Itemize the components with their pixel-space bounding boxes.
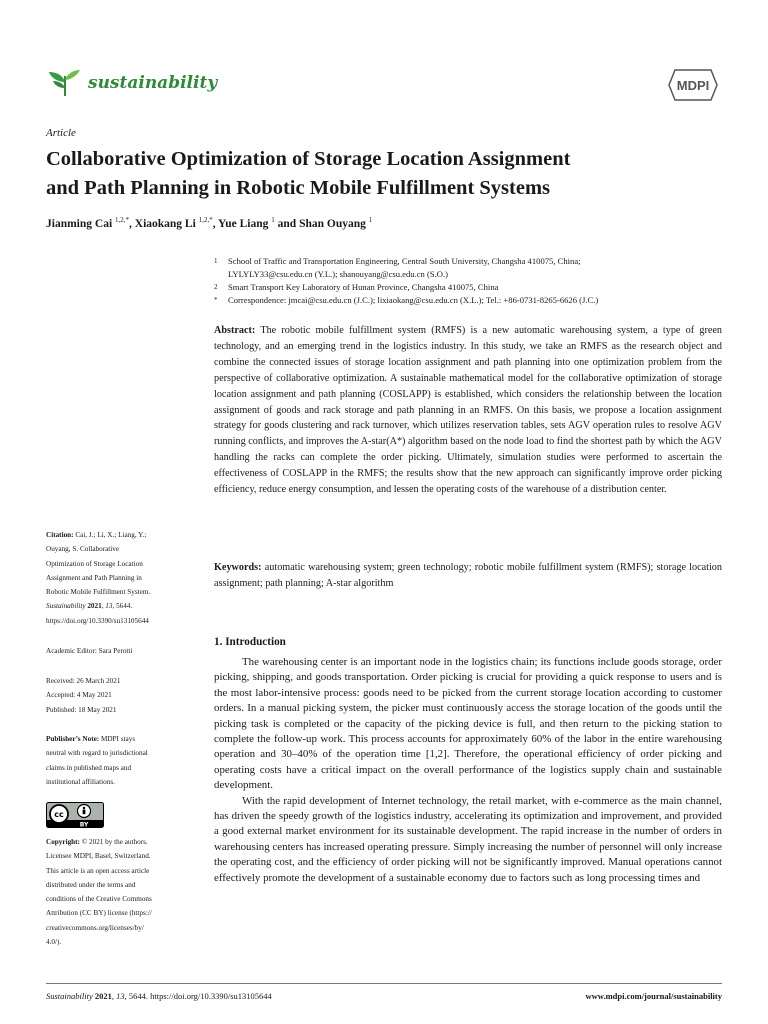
copyright-text: conditions of the Creative Commons <box>46 895 152 904</box>
correspondence <box>214 294 724 307</box>
affiliation-2 <box>214 281 724 294</box>
by-text: BY <box>79 821 89 828</box>
copyright-license-link[interactable]: creativecommons.org/licenses/by/ <box>46 923 144 932</box>
footer-journal-url[interactable]: www.mdpi.com/journal/sustainability <box>585 991 722 1001</box>
footer-citation: Sustainability 2021, 13, 5644. https://doi.org/10.3390/su13105644 <box>46 991 272 1001</box>
leaf-icon <box>46 68 84 98</box>
citation-pages: , 5644. <box>112 602 133 611</box>
abstract <box>214 323 722 498</box>
author-separator: and <box>274 217 300 230</box>
copyright-label: Copyright: <box>46 838 80 846</box>
citation-year: 2021 <box>87 602 102 611</box>
journal-name: sustainability <box>88 73 218 93</box>
citation-text: Optimization of Storage Location <box>46 559 143 568</box>
publisher-note-text: institutional affiliations. <box>46 777 115 786</box>
abstract-label: Abstract: <box>214 325 256 336</box>
journal-logo[interactable] <box>46 66 246 100</box>
footer-journal: Sustainability <box>46 991 93 1001</box>
citation-text: Robotic Mobile Fulfillment System. <box>46 588 151 597</box>
copyright-text: Attribution (CC BY) license (https:// <box>46 909 152 918</box>
accepted-date: Accepted: 4 May 2021 <box>46 691 112 700</box>
citation-doi-link[interactable]: https://doi.org/10.3390/su13105644 <box>46 616 149 625</box>
page-title <box>46 145 736 203</box>
affiliation-text: School of Traffic and Transportation Engineering, Central South University, Changsha 410075, China; <box>228 256 581 266</box>
affiliation-1 <box>214 255 724 281</box>
correspondence-text[interactable]: Correspondence: jmcai@csu.edu.cn (J.C.); lixiaokang@csu.edu.cn (X.L.); Tel.: +86-0731-8265-6626 (J.C.) <box>228 295 599 305</box>
received-date: Received: 26 March 2021 <box>46 677 121 685</box>
keywords <box>214 560 722 592</box>
copyright-block <box>46 835 196 949</box>
author-separator: , <box>129 217 135 230</box>
author-affil-sup: 1 <box>368 216 373 224</box>
publisher-name: MDPI <box>676 78 710 93</box>
copyright-text: distributed under the terms and <box>46 880 136 889</box>
author-affil-sup: 1,2,* <box>198 216 213 224</box>
author-name[interactable]: Xiaokang Li <box>134 217 196 230</box>
footer-year: 2021 <box>94 991 112 1001</box>
author-name[interactable]: Yue Liang <box>218 217 269 230</box>
author-name[interactable]: Shan Ouyang <box>299 217 366 230</box>
copyright-text: This article is an open access article <box>46 866 150 875</box>
author-separator: , <box>212 217 219 230</box>
copyright-text: Licensee MDPI, Basel, Switzerland. <box>46 852 151 861</box>
dates-block <box>46 674 196 717</box>
article-type: Article <box>46 127 76 139</box>
citation-journal: Sustainability <box>46 602 86 611</box>
copyright-text: © 2021 by the authors. <box>81 838 148 846</box>
citation-label: Citation: <box>46 531 74 539</box>
citation-text: Ouyang, S. Collaborative <box>46 545 120 554</box>
keywords-text: automatic warehousing system; green technology; robotic mobile fulfillment system (RMFS); storage location assignment; path planning; A-star algorithm <box>214 562 722 589</box>
intro-body <box>214 655 722 886</box>
author-list <box>46 216 372 230</box>
affiliation-mark: 1 <box>214 257 218 265</box>
mdpi-logo-icon[interactable] <box>667 68 719 102</box>
footer-divider <box>46 983 722 984</box>
author-name[interactable]: Jianming Cai <box>46 217 113 230</box>
publisher-note-label: Publisher’s Note: <box>46 735 100 743</box>
paragraph: The warehousing center is an important node in the logistics chain; its functions include goods storage, order picking, shipping, and goods transportation. Order picking is crucial for providing a quick response to users and is the most labor-intensive process: goods need to be picked from the current storage location according to customer orders. In a manual picking system, the picker must continuously access the storage location of the goods until the picking task is completed or the capacity of the picking device is full, and then return to the picking station to complete the follow-up work. This process accounts for approximately 60% of the labor in the entire warehousing operation and 30–40% of the operation time [1,2]. Therefore, the operational efficiency of order picking and operating costs have a critical impact on the overall performance of the logistics supply chain and sustainable development. <box>214 656 722 792</box>
cc-text: cc <box>54 810 64 819</box>
footer-volume: 13 <box>116 991 125 1001</box>
section-heading: 1. Introduction <box>214 636 286 648</box>
footer-doi-link[interactable]: , 5644. https://doi.org/10.3390/su13105644 <box>124 991 272 1001</box>
keywords-label: Keywords: <box>214 562 262 573</box>
copyright-text: 4.0/). <box>46 938 62 947</box>
citation-text: Assignment and Path Planning in <box>46 573 142 582</box>
author-affil-sup: 1,2,* <box>115 216 130 224</box>
title-line-1: Collaborative Optimization of Storage Location Assignment <box>46 148 571 170</box>
abstract-text: The robotic mobile fulfillment system (RMFS) is a new automatic warehousing system, a type of green technology, and an emerging trend in the logistics industry. In this study, we take an RMFS as the research object and combine the connected issues of storage location assignment and path planning into one optimization problem from the perspective of collaborative optimization. A sustainable mathematical model for the collaborative optimization of storage location assignment and path planning (COSLAPP) is established, which considers the relationship between the location assignment of goods and rack storage and path planning in an RMFS. On this basis, we propose a location assignment strategy for goods clustering and rack turnover, which utilizes reservation tables, sets AGV operation rules to resolve AGV running conflicts, and improves the A-star(A*) algorithm based on the node load to find the shortest path by which the AGV handling the racks can complete the order picking. Ultimately, simulation studies were performed to ascertain the effectiveness of COSLAPP in the RMFS; the results show that the new approach can significantly improve order picking efficiency, reduce energy consumption, and lessen the operating costs of the warehouse of a distribution center. <box>214 325 722 496</box>
cc-by-license-icon[interactable] <box>46 802 104 828</box>
affiliation-mark: * <box>214 296 218 304</box>
affiliation-email[interactable]: LYLYLY33@csu.edu.cn (Y.L.); shanouyang@csu.edu.cn (S.O.) <box>228 269 449 279</box>
publisher-note-text: neutral with regard to jurisdictional <box>46 749 148 758</box>
publisher-note-text: MDPI stays <box>100 735 136 743</box>
affiliation-mark: 2 <box>214 283 218 291</box>
citation-block: Citation: Cai, J.; Li, X.; Liang, Y.; Ouyang, S. Collaborative Optimization of Storage Location Assignment and Path Planning in Robotic Mobile Fulfillment System. Sustainability 2021, 13, 5644. https://doi.org/10.3390/su13105644 <box>46 528 196 628</box>
publisher-note <box>46 732 196 789</box>
author-affil-sup: 1 <box>271 216 275 224</box>
academic-editor: Academic Editor: Sara Perotti <box>46 647 133 655</box>
publisher-note-text: claims in published maps and <box>46 763 132 772</box>
citation-volume: 13 <box>105 602 113 611</box>
title-line-2: and Path Planning in Robotic Mobile Fulfillment Systems <box>46 177 551 199</box>
affiliation-text: Smart Transport Key Laboratory of Hunan Province, Changsha 410075, China <box>228 282 499 292</box>
citation-text: Cai, J.; Li, X.; Liang, Y.; <box>75 531 147 539</box>
paragraph: With the rapid development of Internet technology, the retail market, with e-commerce as the main channel, has driven the speedy growth of the logistics industry, accelerating its optimization and improvement, and provided a good external market environment for its sustainable development. The rapid increase in the number of orders in warehousing centers has increased operating pressure. Simply increasing the number of personnel will only increase the operating cost, and the efficiency of order picking will not be significantly improved. Manual operations cannot effectively promote the development of a sustainable economy due to factors such as long processing times and <box>214 794 722 884</box>
published-date: Published: 18 May 2021 <box>46 705 117 714</box>
